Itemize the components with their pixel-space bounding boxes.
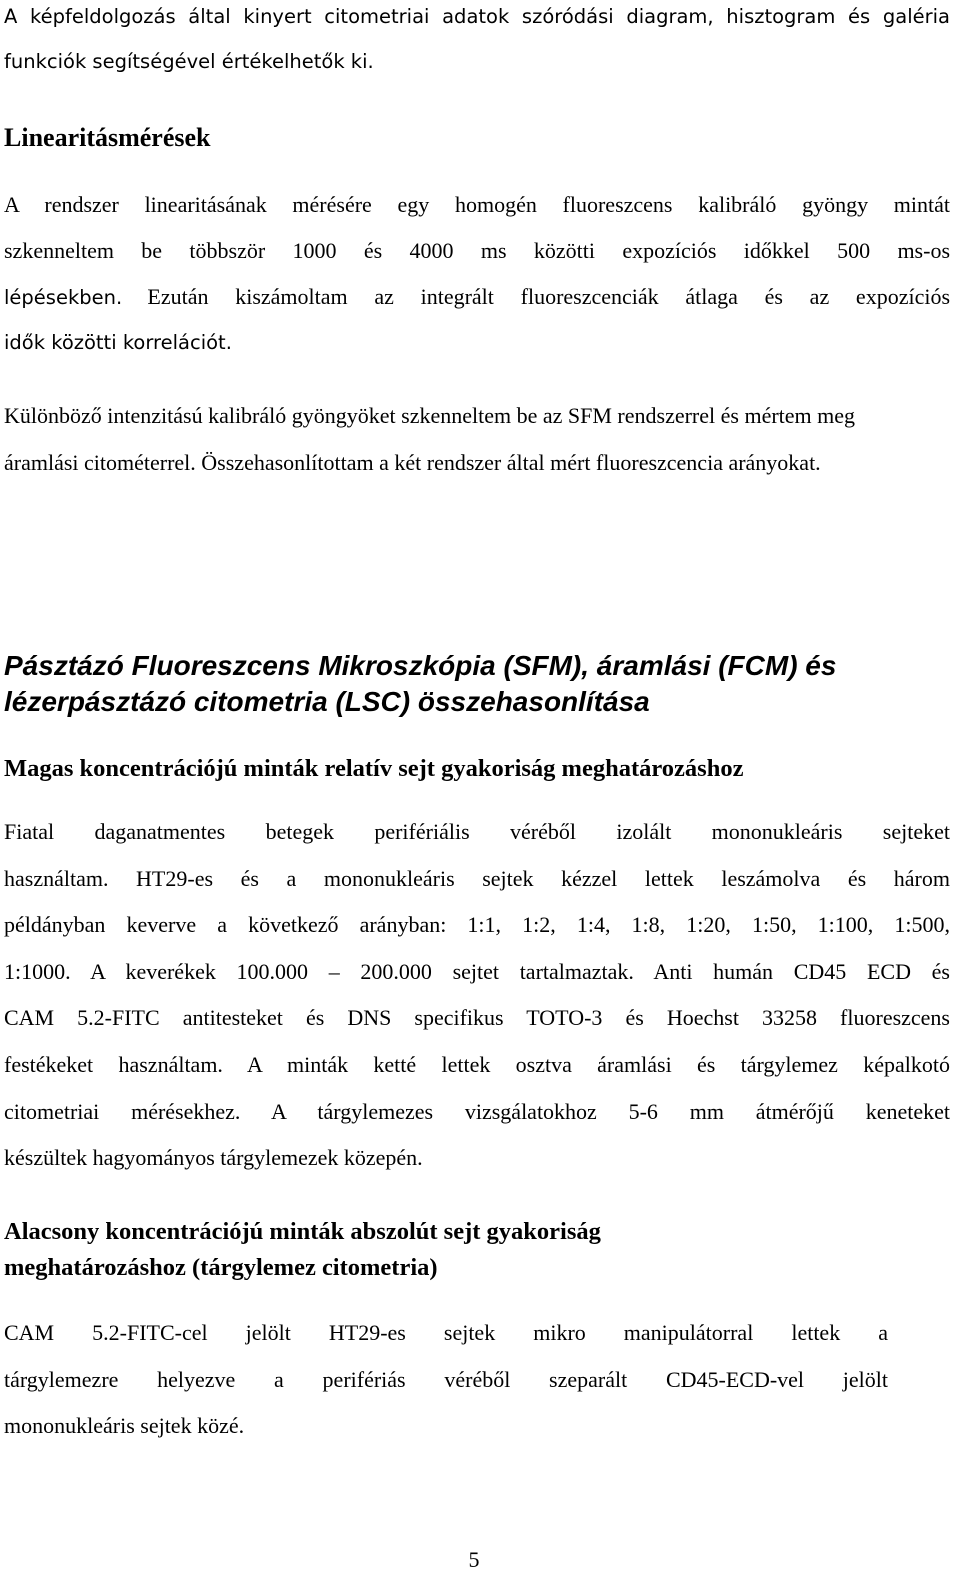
section-title: Pásztázó Fluoreszcens Mikroszkópia (SFM), áramlási (FCM) és lézerpásztázó citometria (LSC) összehasonlítása [4, 650, 837, 717]
linearity-line-4: idők közötti korrelációt. [4, 331, 232, 354]
high-concentration-line: Fiatal daganatmentes betegek perifériális véréből izolált mononukleáris sejteket [4, 819, 950, 844]
linearity-line-3a: lépésekben. [4, 286, 123, 309]
linearity-line-3 [4, 274, 950, 320]
high-concentration-line: citometriai mérésekhez. A tárgylemezes vizsgálatokhoz 5-6 mm átmérőjű keneteket [4, 1098, 950, 1124]
intro-paragraph: A képfeldolgozás által kinyert citometriai adatok szóródási diagram, hisztogram és galéria funkciók segítségével értékelhetők ki. [4, 5, 950, 73]
low-concentration-paragraph [4, 1310, 888, 1450]
high-concentration-line: készültek hagyományos tárgylemezek közepén. [4, 1145, 423, 1171]
linearity-heading: Linearitásmérések [4, 123, 211, 152]
linearity-paragraph [4, 182, 950, 366]
high-concentration-line: 1:1000. A keverékek 100.000 – 200.000 sejtet tartalmaztak. Anti humán CD45 ECD és [4, 958, 950, 984]
page-number: 5 [468, 1547, 480, 1572]
linearity-line-1: A rendszer linearitásának mérésére egy homogén fluoreszcens kalibráló gyöngy mintát [4, 192, 950, 217]
high-concentration-line: példányban keverve a következő arányban: 1:1, 1:2, 1:4, 1:8, 1:20, 1:50, 1:100, 1:500, [4, 912, 950, 938]
linearity-paragraph-2: Különböző intenzitású kalibráló gyöngyöket szkenneltem be az SFM rendszerrel és mértem meg áramlási citométerrel. Összehasonlítottam a két rendszer által mért fluoreszcencia arányokat. [4, 403, 856, 475]
linearity-line-2: szkenneltem be többször 1000 és 4000 ms közötti expozíciós időkkel 500 ms-os [4, 238, 950, 263]
high-concentration-line: CAM 5.2-FITC antitesteket és DNS specifikus TOTO-3 és Hoechst 33258 fluoreszcens [4, 1005, 950, 1031]
high-concentration-line: használtam. HT29-es és a mononukleáris sejtek kézzel lettek leszámolva és három [4, 865, 950, 891]
high-concentration-paragraph [4, 809, 950, 1182]
linearity-line-3b: Ezután kiszámoltam az integrált fluoreszcenciák átlaga és az expozíciós [147, 284, 951, 309]
low-concentration-line: tárgylemezre helyezve a perifériás véréből szeparált CD45-ECD-vel jelölt [4, 1366, 888, 1392]
low-concentration-line: mononukleáris sejtek közé. [4, 1413, 245, 1438]
high-concentration-line: festékeket használtam. A minták ketté lettek osztva áramlási és tárgylemez képalkotó [4, 1051, 950, 1077]
low-concentration-line: CAM 5.2-FITC-cel jelölt HT29-es sejtek mikro manipulátorral lettek a [4, 1320, 888, 1345]
low-concentration-heading: Alacsony koncentrációjú minták abszolút sejt gyakoriság meghatározáshoz (tárgylemez citometria) [4, 1218, 601, 1281]
high-concentration-heading: Magas koncentrációjú minták relatív sejt gyakoriság meghatározáshoz [4, 755, 744, 782]
